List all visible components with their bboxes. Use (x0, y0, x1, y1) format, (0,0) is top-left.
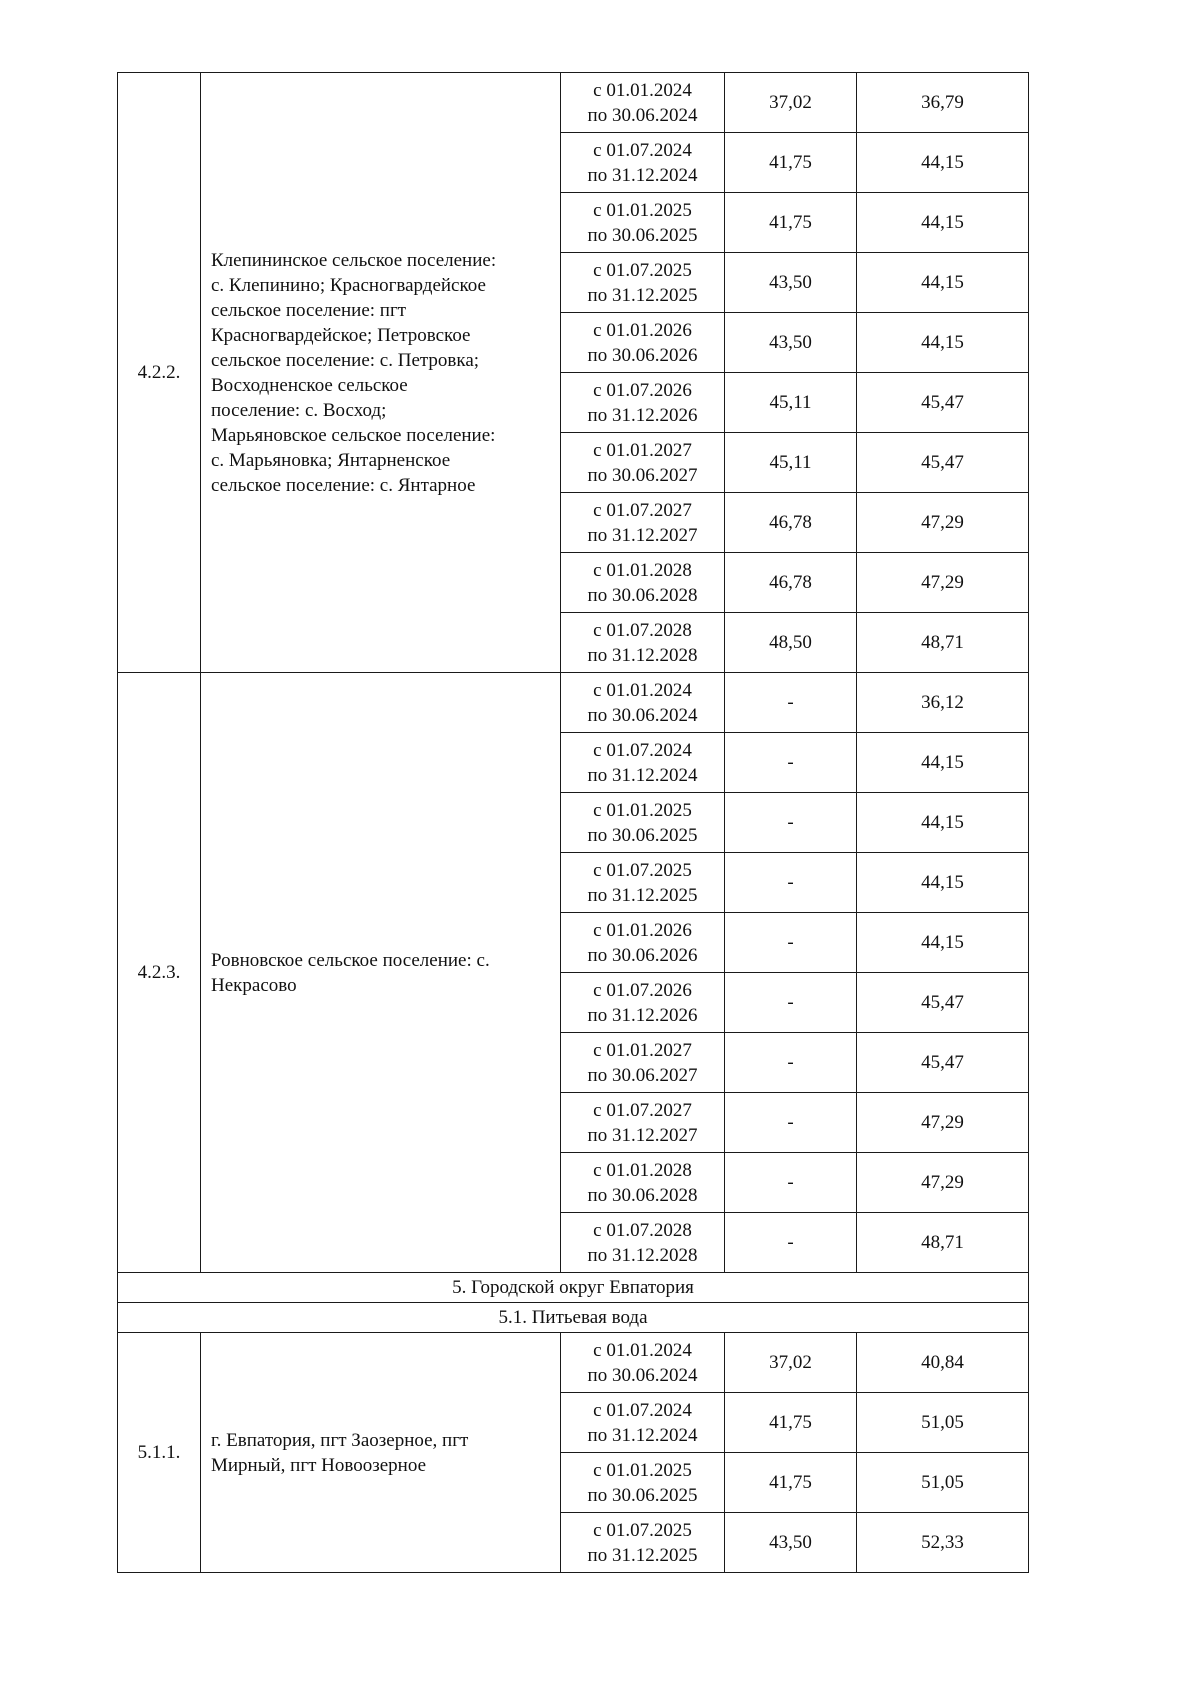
tariff-value-2: 44,15 (857, 853, 1029, 913)
tariff-value-1: 48,50 (725, 613, 857, 673)
section-heading-row (118, 1273, 1029, 1303)
tariff-value-2: 44,15 (857, 193, 1029, 253)
tariff-value-2: 45,47 (857, 1033, 1029, 1093)
settlement-description (201, 1333, 561, 1573)
period-from: с 01.07.2028 (593, 1219, 692, 1241)
tariff-value-2: 48,71 (857, 613, 1029, 673)
tariff-table-body (118, 73, 1029, 1573)
period-from: с 01.07.2028 (593, 619, 692, 641)
period-from: с 01.07.2026 (593, 979, 692, 1001)
period-cell (561, 613, 725, 673)
period-to: по 30.06.2024 (587, 104, 698, 126)
tariff-value-1: 41,75 (725, 1453, 857, 1513)
period-from: с 01.01.2028 (593, 1159, 692, 1181)
tariff-value-1: 45,11 (725, 373, 857, 433)
period-cell (561, 193, 725, 253)
period-to: по 31.12.2025 (587, 1544, 698, 1566)
period-to: по 30.06.2024 (587, 1364, 698, 1386)
tariff-value-1: - (725, 1033, 857, 1093)
period-to: по 30.06.2025 (587, 1484, 698, 1506)
period-to: по 31.12.2027 (587, 524, 698, 546)
section-heading-row (118, 1303, 1029, 1333)
period-cell (561, 793, 725, 853)
period-from: с 01.01.2024 (593, 679, 692, 701)
tariff-value-1: 45,11 (725, 433, 857, 493)
item-number: 4.2.3. (118, 673, 201, 1273)
tariff-value-2: 51,05 (857, 1393, 1029, 1453)
tariff-value-2: 48,71 (857, 1213, 1029, 1273)
tariff-value-1: - (725, 673, 857, 733)
period-from: с 01.01.2024 (593, 79, 692, 101)
tariff-value-1: - (725, 1213, 857, 1273)
period-from: с 01.07.2024 (593, 739, 692, 761)
tariff-value-2: 47,29 (857, 553, 1029, 613)
settlement-line: Восходненское сельское (211, 374, 408, 396)
settlement-line: Марьяновское сельское поселение: (211, 424, 496, 446)
tariff-value-1: 41,75 (725, 193, 857, 253)
item-number: 5.1.1. (118, 1333, 201, 1573)
settlement-line: поселение: с. Восход; (211, 399, 387, 421)
tariff-value-2: 44,15 (857, 313, 1029, 373)
tariff-value-1: 43,50 (725, 253, 857, 313)
tariff-value-2: 52,33 (857, 1513, 1029, 1573)
settlement-line: сельское поселение: пгт (211, 299, 407, 321)
table-row (118, 1333, 1029, 1393)
period-from: с 01.07.2024 (593, 1399, 692, 1421)
period-cell (561, 1513, 725, 1573)
period-to: по 30.06.2026 (587, 344, 698, 366)
period-cell (561, 673, 725, 733)
settlement-line: г. Евпатория, пгт Заозерное, пгт (211, 1429, 469, 1451)
tariff-value-2: 45,47 (857, 433, 1029, 493)
period-from: с 01.01.2027 (593, 439, 692, 461)
period-from: с 01.01.2028 (593, 559, 692, 581)
period-to: по 31.12.2028 (587, 1244, 698, 1266)
period-to: по 30.06.2027 (587, 1064, 698, 1086)
period-from: с 01.01.2025 (593, 799, 692, 821)
tariff-value-1: - (725, 1093, 857, 1153)
tariff-value-2: 47,29 (857, 1153, 1029, 1213)
period-cell (561, 733, 725, 793)
tariff-value-2: 44,15 (857, 733, 1029, 793)
tariff-value-2: 44,15 (857, 913, 1029, 973)
period-to: по 30.06.2027 (587, 464, 698, 486)
period-cell (561, 853, 725, 913)
period-from: с 01.01.2026 (593, 319, 692, 341)
period-to: по 30.06.2025 (587, 824, 698, 846)
tariff-value-2: 47,29 (857, 1093, 1029, 1153)
tariff-value-1: - (725, 853, 857, 913)
item-number: 4.2.2. (118, 73, 201, 673)
period-from: с 01.01.2025 (593, 199, 692, 221)
tariff-table (117, 72, 1029, 1573)
tariff-value-1: 43,50 (725, 1513, 857, 1573)
period-cell (561, 1393, 725, 1453)
tariff-value-1: 41,75 (725, 1393, 857, 1453)
tariff-value-1: 37,02 (725, 1333, 857, 1393)
tariff-value-2: 51,05 (857, 1453, 1029, 1513)
period-from: с 01.07.2027 (593, 1099, 692, 1121)
tariff-value-2: 45,47 (857, 373, 1029, 433)
tariff-value-1: - (725, 793, 857, 853)
tariff-value-1: 46,78 (725, 553, 857, 613)
settlement-line: Клепининское сельское поселение: (211, 249, 497, 271)
period-to: по 31.12.2024 (587, 1424, 698, 1446)
period-cell (561, 1333, 725, 1393)
period-cell (561, 1033, 725, 1093)
period-from: с 01.07.2026 (593, 379, 692, 401)
period-cell (561, 1153, 725, 1213)
period-cell (561, 73, 725, 133)
tariff-value-2: 44,15 (857, 253, 1029, 313)
tariff-value-1: - (725, 973, 857, 1033)
period-to: по 30.06.2025 (587, 224, 698, 246)
settlement-line: сельское поселение: с. Янтарное (211, 474, 476, 496)
period-cell (561, 133, 725, 193)
period-cell (561, 913, 725, 973)
tariff-value-1: 41,75 (725, 133, 857, 193)
period-from: с 01.01.2025 (593, 1459, 692, 1481)
tariff-value-1: 46,78 (725, 493, 857, 553)
tariff-value-2: 44,15 (857, 793, 1029, 853)
period-from: с 01.07.2025 (593, 1519, 692, 1541)
period-to: по 31.12.2024 (587, 164, 698, 186)
period-to: по 30.06.2024 (587, 704, 698, 726)
period-cell (561, 433, 725, 493)
period-to: по 31.12.2027 (587, 1124, 698, 1146)
period-from: с 01.01.2027 (593, 1039, 692, 1061)
section-heading: 5. Городской округ Евпатория (118, 1273, 1029, 1303)
tariff-value-2: 36,79 (857, 73, 1029, 133)
period-cell (561, 493, 725, 553)
tariff-value-1: - (725, 1153, 857, 1213)
settlement-description (201, 73, 561, 673)
tariff-value-1: 43,50 (725, 313, 857, 373)
period-cell (561, 313, 725, 373)
period-to: по 30.06.2028 (587, 584, 698, 606)
tariff-value-2: 44,15 (857, 133, 1029, 193)
period-to: по 31.12.2025 (587, 284, 698, 306)
period-from: с 01.07.2025 (593, 259, 692, 281)
period-cell (561, 553, 725, 613)
period-cell (561, 1213, 725, 1273)
settlement-line: с. Марьяновка; Янтарненское (211, 449, 451, 471)
period-from: с 01.07.2027 (593, 499, 692, 521)
tariff-value-2: 36,12 (857, 673, 1029, 733)
tariff-value-2: 40,84 (857, 1333, 1029, 1393)
period-cell (561, 373, 725, 433)
tariff-value-2: 45,47 (857, 973, 1029, 1033)
period-to: по 31.12.2028 (587, 644, 698, 666)
table-row (118, 673, 1029, 733)
period-to: по 31.12.2026 (587, 404, 698, 426)
period-from: с 01.01.2026 (593, 919, 692, 941)
settlement-line: Красногвардейское; Петровское (211, 324, 471, 346)
settlement-line: с. Клепинино; Красногвардейское (211, 274, 486, 296)
period-to: по 31.12.2026 (587, 1004, 698, 1026)
period-to: по 31.12.2025 (587, 884, 698, 906)
settlement-line: сельское поселение: с. Петровка; (211, 349, 480, 371)
period-cell (561, 973, 725, 1033)
section-heading: 5.1. Питьевая вода (118, 1303, 1029, 1333)
period-from: с 01.07.2025 (593, 859, 692, 881)
settlement-description (201, 673, 561, 1273)
period-cell (561, 1453, 725, 1513)
settlement-line: Некрасово (211, 974, 297, 996)
tariff-value-1: 37,02 (725, 73, 857, 133)
settlement-line: Ровновское сельское поселение: с. (211, 949, 490, 971)
period-cell (561, 253, 725, 313)
table-row (118, 73, 1029, 133)
tariff-value-1: - (725, 733, 857, 793)
tariff-value-2: 47,29 (857, 493, 1029, 553)
tariff-value-1: - (725, 913, 857, 973)
period-cell (561, 1093, 725, 1153)
period-from: с 01.01.2024 (593, 1339, 692, 1361)
period-to: по 30.06.2026 (587, 944, 698, 966)
settlement-line: Мирный, пгт Новоозерное (211, 1454, 427, 1476)
period-to: по 31.12.2024 (587, 764, 698, 786)
period-from: с 01.07.2024 (593, 139, 692, 161)
period-to: по 30.06.2028 (587, 1184, 698, 1206)
